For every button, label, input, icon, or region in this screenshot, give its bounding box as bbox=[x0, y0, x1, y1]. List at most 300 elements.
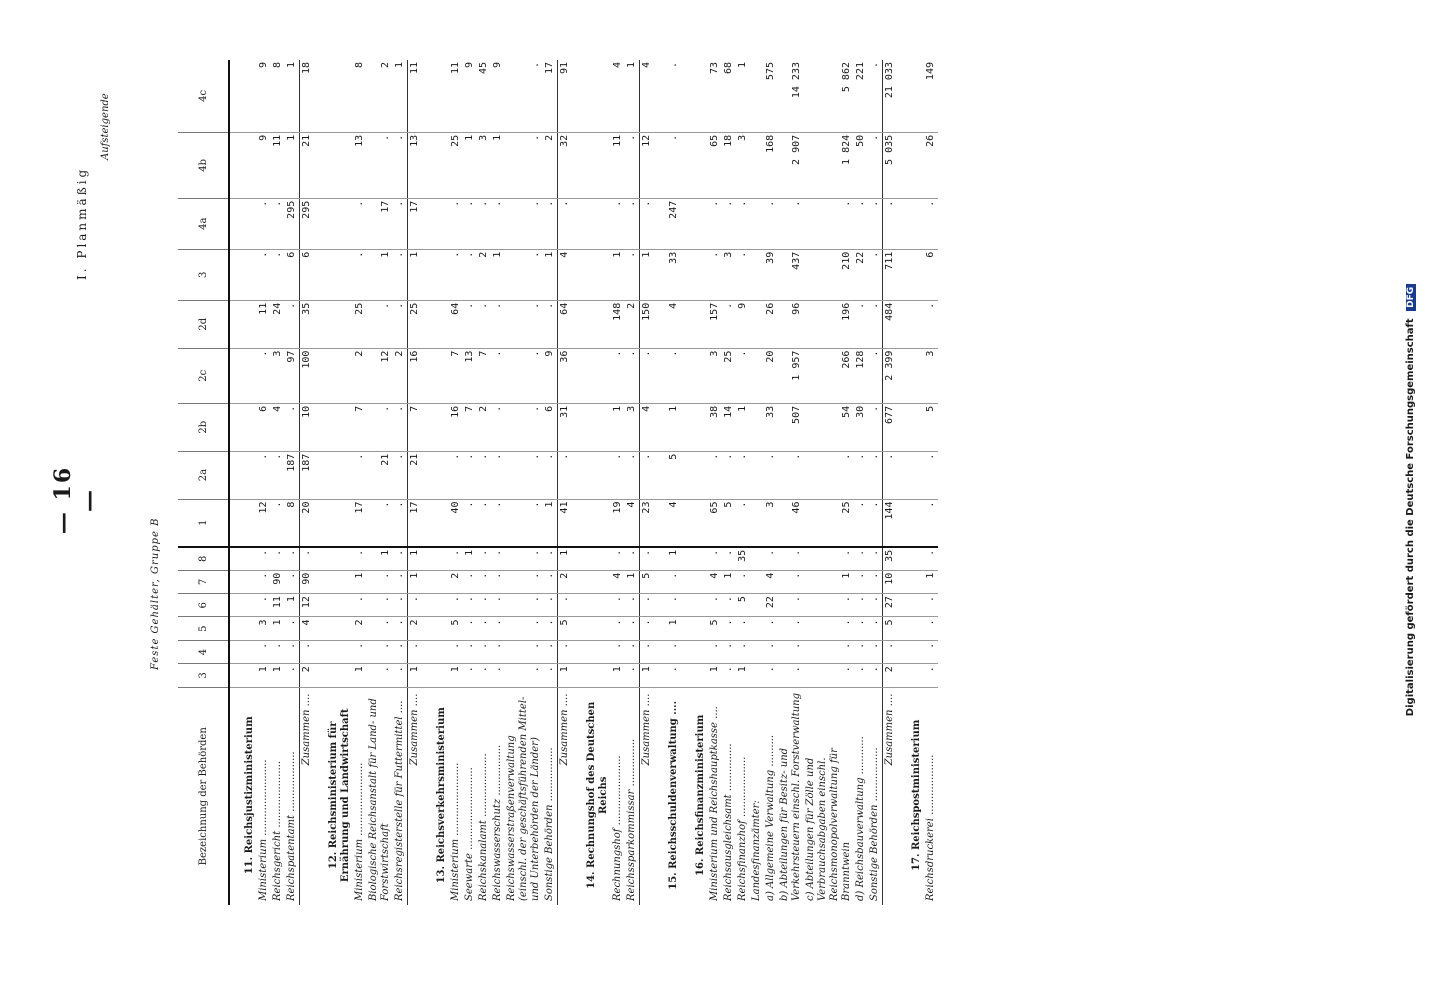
cell-value bbox=[681, 60, 708, 132]
cell-value: . bbox=[491, 547, 505, 570]
cell-value: 23 bbox=[640, 499, 655, 547]
cell-value: 247 bbox=[654, 198, 681, 249]
cell-value: 2 bbox=[477, 249, 491, 300]
cell-value bbox=[572, 547, 611, 570]
cell-value: . bbox=[764, 198, 778, 249]
cell-value bbox=[422, 570, 449, 593]
cell-value: . bbox=[367, 594, 393, 617]
digitization-credit bbox=[1405, 0, 1416, 1000]
cell-value: . bbox=[367, 664, 393, 687]
cell-value bbox=[897, 547, 924, 570]
cell-value: 8 bbox=[271, 60, 285, 132]
cell-value: . bbox=[353, 451, 367, 499]
cell-value: . bbox=[764, 640, 778, 663]
cell-value: . bbox=[924, 594, 938, 617]
cell-value: . bbox=[868, 348, 883, 403]
cell-value: . bbox=[804, 451, 854, 499]
section-header-row bbox=[229, 60, 257, 905]
cell-value bbox=[750, 348, 764, 403]
cell-value: 13 bbox=[353, 132, 367, 198]
cell-value bbox=[681, 300, 708, 348]
cell-value: . bbox=[393, 300, 408, 348]
cell-value bbox=[681, 348, 708, 403]
cell-value: . bbox=[625, 547, 640, 570]
row-label: b) Abteilungen für Besitz- und Verkehrsteuern einschl. Forstverwaltung bbox=[779, 692, 802, 901]
cell-value bbox=[572, 249, 611, 300]
table-row bbox=[505, 60, 543, 905]
cell-value bbox=[681, 640, 708, 663]
cell-value bbox=[681, 132, 708, 198]
cell-value: . bbox=[854, 664, 868, 687]
row-label: 11. Reichsjustizministerium bbox=[244, 716, 255, 875]
cell-value: 1 bbox=[611, 249, 625, 300]
page-number: — 16 — bbox=[50, 465, 102, 535]
total-row bbox=[558, 60, 573, 905]
cell-value: . bbox=[393, 132, 408, 198]
cell-value: 3 bbox=[764, 499, 778, 547]
cell-value: . bbox=[854, 499, 868, 547]
table-row bbox=[477, 60, 491, 905]
cell-value: 1 bbox=[463, 132, 477, 198]
cell-value: 677 bbox=[883, 403, 898, 451]
cell-value: . bbox=[477, 617, 491, 640]
cell-value: . bbox=[300, 547, 315, 570]
cell-value: . bbox=[654, 570, 681, 593]
cell-value bbox=[229, 640, 257, 663]
cell-value: . bbox=[778, 640, 804, 663]
cell-value: 35 bbox=[883, 547, 898, 570]
cell-value: . bbox=[393, 547, 408, 570]
table-row bbox=[449, 60, 463, 905]
row-label: Ministerium ........................ bbox=[258, 759, 269, 901]
cell-value: . bbox=[543, 617, 558, 640]
section-subtitle: Aufsteigende bbox=[100, 93, 111, 160]
cell-value: 9 bbox=[491, 60, 505, 132]
cell-value: 1 bbox=[491, 132, 505, 198]
cell-value bbox=[750, 60, 764, 132]
cell-value: 19 bbox=[611, 499, 625, 547]
table-row bbox=[491, 60, 505, 905]
cell-value: 26 bbox=[924, 132, 938, 198]
row-label: Sonstige Behörden ................. bbox=[869, 747, 880, 901]
cell-value: . bbox=[463, 594, 477, 617]
row-label: 14. Rechnungshof des Deutschen Reichs bbox=[586, 701, 609, 889]
cell-value: 1 bbox=[654, 547, 681, 570]
cell-value: . bbox=[491, 499, 505, 547]
cell-value: . bbox=[778, 594, 804, 617]
cell-value: 90 bbox=[300, 570, 315, 593]
cell-value: . bbox=[868, 403, 883, 451]
cell-value: . bbox=[924, 617, 938, 640]
cell-value: . bbox=[611, 348, 625, 403]
total-row bbox=[640, 60, 655, 905]
cell-value: . bbox=[449, 249, 463, 300]
cell-value bbox=[422, 132, 449, 198]
cell-value: 25 bbox=[449, 132, 463, 198]
cell-value: . bbox=[449, 547, 463, 570]
cell-value: 90 bbox=[271, 570, 285, 593]
cell-value: . bbox=[708, 198, 722, 249]
cell-value: 5 bbox=[558, 617, 573, 640]
column-header: 1 bbox=[178, 499, 229, 547]
cell-value: . bbox=[924, 300, 938, 348]
cell-value: . bbox=[393, 594, 408, 617]
cell-value: 25 bbox=[722, 348, 736, 403]
cell-value: . bbox=[625, 594, 640, 617]
cell-value: 20 bbox=[764, 348, 778, 403]
cell-value: . bbox=[868, 132, 883, 198]
cell-value: . bbox=[722, 547, 736, 570]
cell-value: . bbox=[449, 451, 463, 499]
cell-value: 5 bbox=[640, 570, 655, 593]
cell-value: 64 bbox=[449, 300, 463, 348]
cell-value: 13 bbox=[463, 348, 477, 403]
cell-value: . bbox=[463, 198, 477, 249]
cell-value: . bbox=[764, 451, 778, 499]
cell-value: 17 bbox=[367, 198, 393, 249]
cell-value: . bbox=[463, 664, 477, 687]
cell-value bbox=[572, 640, 611, 663]
cell-value: . bbox=[854, 570, 868, 593]
table-row bbox=[924, 60, 938, 905]
cell-value bbox=[229, 451, 257, 499]
cell-value bbox=[422, 451, 449, 499]
row-label: Reichssparkommissar ............... bbox=[626, 738, 637, 901]
cell-value: . bbox=[353, 594, 367, 617]
cell-value: 1 bbox=[408, 570, 423, 593]
cell-value: 9 bbox=[736, 300, 750, 348]
cell-value: 39 bbox=[764, 249, 778, 300]
cell-value bbox=[229, 617, 257, 640]
cell-value: . bbox=[505, 249, 543, 300]
cell-value: 1 bbox=[285, 132, 300, 198]
cell-value bbox=[229, 594, 257, 617]
cell-value: . bbox=[778, 451, 804, 499]
cell-value: 18 bbox=[722, 132, 736, 198]
cell-value: . bbox=[722, 617, 736, 640]
cell-value: . bbox=[868, 451, 883, 499]
cell-value bbox=[897, 403, 924, 451]
table-row bbox=[750, 60, 764, 905]
cell-value: 150 bbox=[640, 300, 655, 348]
cell-value bbox=[314, 198, 353, 249]
cell-value bbox=[750, 664, 764, 687]
cell-value bbox=[750, 300, 764, 348]
cell-value: . bbox=[491, 451, 505, 499]
cell-value: . bbox=[625, 664, 640, 687]
row-label: a) Allgemeine Verwaltung .......... bbox=[765, 734, 776, 901]
cell-value: 1 bbox=[271, 617, 285, 640]
cell-value: 4 bbox=[764, 570, 778, 593]
cell-value: 25 bbox=[408, 300, 423, 348]
cell-value bbox=[314, 640, 353, 663]
cell-value: . bbox=[543, 640, 558, 663]
table-row bbox=[463, 60, 477, 905]
row-label: Zusammen .... bbox=[408, 687, 423, 905]
cell-value: 2 bbox=[408, 617, 423, 640]
cell-value: . bbox=[736, 198, 750, 249]
cell-value: . bbox=[736, 499, 750, 547]
cell-value: 1 bbox=[367, 547, 393, 570]
cell-value bbox=[750, 499, 764, 547]
row-label: Rechnungshof ...................... bbox=[612, 755, 623, 901]
cell-value: . bbox=[543, 664, 558, 687]
cell-value bbox=[572, 60, 611, 132]
cell-value: . bbox=[640, 617, 655, 640]
cell-value: 21 033 bbox=[883, 60, 898, 132]
table-row bbox=[708, 60, 722, 905]
cell-value: . bbox=[285, 300, 300, 348]
total-row bbox=[300, 60, 315, 905]
cell-value: . bbox=[543, 594, 558, 617]
row-label: Reichswasserschutz ................ bbox=[492, 744, 503, 901]
cell-value: 507 bbox=[778, 403, 804, 451]
cell-value: . bbox=[393, 640, 408, 663]
cell-value: . bbox=[367, 132, 393, 198]
cell-value: 157 bbox=[708, 300, 722, 348]
cell-value: . bbox=[463, 451, 477, 499]
cell-value: 17 bbox=[408, 198, 423, 249]
cell-value bbox=[422, 198, 449, 249]
cell-value: . bbox=[611, 640, 625, 663]
cell-value: . bbox=[285, 547, 300, 570]
cell-value: . bbox=[804, 547, 854, 570]
cell-value: 266 bbox=[804, 348, 854, 403]
cell-value: . bbox=[804, 664, 854, 687]
cell-value: 9 bbox=[463, 60, 477, 132]
cell-value: 54 bbox=[804, 403, 854, 451]
section-header-row bbox=[572, 60, 611, 905]
cell-value: 6 bbox=[300, 249, 315, 300]
cell-value: 5 bbox=[924, 403, 938, 451]
row-label: Ministerium ....................... bbox=[354, 762, 365, 901]
cell-value: 1 bbox=[736, 403, 750, 451]
cell-value: 1 bbox=[924, 570, 938, 593]
cell-value: . bbox=[736, 570, 750, 593]
cell-value: 73 bbox=[708, 60, 722, 132]
cell-value: . bbox=[505, 403, 543, 451]
cell-value: 14 bbox=[722, 403, 736, 451]
row-label: Reichsausgleichsamt ............... bbox=[723, 743, 734, 901]
column-header: 3 bbox=[178, 249, 229, 300]
cell-value: 21 bbox=[300, 132, 315, 198]
cell-value: 11 bbox=[271, 132, 285, 198]
cell-value: 5 bbox=[449, 617, 463, 640]
cell-value: . bbox=[505, 132, 543, 198]
cell-value: . bbox=[640, 594, 655, 617]
cell-value: . bbox=[883, 640, 898, 663]
cell-value: . bbox=[285, 640, 300, 663]
cell-value: 2 399 bbox=[883, 348, 898, 403]
table-row bbox=[611, 60, 625, 905]
cell-value: . bbox=[868, 570, 883, 593]
cell-value: . bbox=[883, 451, 898, 499]
cell-value: . bbox=[625, 617, 640, 640]
cell-value: . bbox=[505, 570, 543, 593]
cell-value: 3 bbox=[722, 249, 736, 300]
cell-value: 21 bbox=[408, 451, 423, 499]
cell-value: 1 bbox=[491, 249, 505, 300]
cell-value bbox=[422, 249, 449, 300]
cell-value: 3 bbox=[625, 403, 640, 451]
row-label: 17. Reichspostministerium bbox=[911, 719, 922, 871]
table-row bbox=[868, 60, 883, 905]
cell-value: . bbox=[505, 664, 543, 687]
cell-value: 1 bbox=[654, 617, 681, 640]
cell-value: 1 bbox=[736, 664, 750, 687]
cell-value: . bbox=[491, 300, 505, 348]
cell-value: 22 bbox=[764, 594, 778, 617]
cell-value: 45 bbox=[477, 60, 491, 132]
cell-value: . bbox=[654, 60, 681, 132]
cell-value: . bbox=[257, 547, 271, 570]
cell-value bbox=[897, 348, 924, 403]
credit-text: Digitalisierung gefördert durch die Deutsche Forschungsgemeinschaft bbox=[1405, 318, 1416, 717]
cell-value bbox=[897, 594, 924, 617]
cell-value: . bbox=[463, 249, 477, 300]
cell-value: . bbox=[257, 451, 271, 499]
cell-value bbox=[750, 617, 764, 640]
cell-value: . bbox=[463, 640, 477, 663]
cell-value: 4 bbox=[640, 403, 655, 451]
cell-value: 5 862 bbox=[804, 60, 854, 132]
cell-value bbox=[422, 348, 449, 403]
cell-value bbox=[897, 617, 924, 640]
cell-value: . bbox=[611, 594, 625, 617]
cell-value bbox=[681, 499, 708, 547]
cell-value: . bbox=[477, 664, 491, 687]
column-header: 2a bbox=[178, 451, 229, 499]
cell-value bbox=[572, 132, 611, 198]
cell-value bbox=[422, 60, 449, 132]
row-label: 12. Reichsministerium für Ernährung und Landwirtschaft bbox=[328, 708, 351, 883]
cell-value: . bbox=[393, 664, 408, 687]
cell-value: 7 bbox=[449, 348, 463, 403]
cell-value: . bbox=[477, 640, 491, 663]
cell-value: . bbox=[722, 451, 736, 499]
cell-value: . bbox=[477, 570, 491, 593]
cell-value: 16 bbox=[449, 403, 463, 451]
cell-value: 11 bbox=[271, 594, 285, 617]
cell-value: 12 bbox=[300, 594, 315, 617]
cell-value: . bbox=[654, 132, 681, 198]
cell-value: . bbox=[353, 640, 367, 663]
row-label: Reichskanalamt .................... bbox=[478, 753, 489, 901]
cell-value: 1 bbox=[285, 594, 300, 617]
row-label: Reichsfinanzhof ................... bbox=[737, 756, 748, 901]
cell-value: . bbox=[257, 198, 271, 249]
cell-value: 4 bbox=[611, 570, 625, 593]
cell-value: 2 bbox=[353, 617, 367, 640]
cell-value: 1 bbox=[708, 664, 722, 687]
cell-value: 1 bbox=[285, 60, 300, 132]
cell-value bbox=[897, 570, 924, 593]
cell-value bbox=[229, 664, 257, 687]
cell-value: . bbox=[257, 249, 271, 300]
cell-value: 2 bbox=[477, 403, 491, 451]
cell-value bbox=[897, 300, 924, 348]
cell-value: . bbox=[764, 617, 778, 640]
cell-value bbox=[750, 403, 764, 451]
cell-value: 1 957 bbox=[778, 348, 804, 403]
cell-value: . bbox=[393, 451, 408, 499]
cell-value: 3 bbox=[271, 348, 285, 403]
cell-value: 65 bbox=[708, 499, 722, 547]
cell-value: . bbox=[611, 547, 625, 570]
cell-value: . bbox=[257, 348, 271, 403]
cell-value: . bbox=[640, 348, 655, 403]
salary-table bbox=[178, 60, 938, 905]
cell-value: 2 bbox=[300, 664, 315, 687]
cell-value bbox=[229, 300, 257, 348]
section-header-row bbox=[422, 60, 449, 905]
cell-value: . bbox=[543, 451, 558, 499]
cell-value bbox=[681, 617, 708, 640]
cell-value bbox=[750, 640, 764, 663]
cell-value: 144 bbox=[883, 499, 898, 547]
cell-value: . bbox=[491, 617, 505, 640]
cell-value: . bbox=[883, 198, 898, 249]
cell-value: 14 233 bbox=[778, 60, 804, 132]
cell-value: 1 bbox=[367, 249, 393, 300]
cell-value bbox=[750, 249, 764, 300]
cell-value: . bbox=[924, 451, 938, 499]
cell-value bbox=[681, 594, 708, 617]
cell-value bbox=[229, 570, 257, 593]
cell-value: . bbox=[778, 617, 804, 640]
cell-value bbox=[314, 617, 353, 640]
cell-value: 12 bbox=[257, 499, 271, 547]
total-row bbox=[883, 60, 898, 905]
cell-value: . bbox=[463, 300, 477, 348]
cell-value: 1 bbox=[558, 664, 573, 687]
cell-value: 8 bbox=[285, 499, 300, 547]
cell-value: 5 035 bbox=[883, 132, 898, 198]
cell-value bbox=[572, 664, 611, 687]
row-label: 15. Reichsschuldenverwaltung .... bbox=[668, 700, 679, 890]
table-body bbox=[229, 60, 938, 905]
cell-value: 4 bbox=[640, 60, 655, 132]
cell-value: . bbox=[854, 617, 868, 640]
cell-value bbox=[229, 547, 257, 570]
cell-value: 148 bbox=[611, 300, 625, 348]
cell-value: 7 bbox=[408, 403, 423, 451]
cell-value: . bbox=[393, 570, 408, 593]
cell-value: . bbox=[924, 640, 938, 663]
section-title: I. Planmäßig bbox=[75, 166, 89, 280]
cell-value: 25 bbox=[804, 499, 854, 547]
cell-value: 1 bbox=[654, 403, 681, 451]
column-header: 7 bbox=[178, 570, 229, 593]
cell-value: 96 bbox=[778, 300, 804, 348]
cell-value: . bbox=[505, 451, 543, 499]
cell-value: 210 bbox=[804, 249, 854, 300]
cell-value: . bbox=[868, 664, 883, 687]
cell-value: . bbox=[505, 60, 543, 132]
cell-value: 149 bbox=[924, 60, 938, 132]
cell-value: 295 bbox=[285, 198, 300, 249]
cell-value: 11 bbox=[408, 60, 423, 132]
total-row bbox=[408, 60, 423, 905]
table-row bbox=[736, 60, 750, 905]
cell-value: 36 bbox=[558, 348, 573, 403]
table-row bbox=[722, 60, 736, 905]
cell-value: . bbox=[625, 132, 640, 198]
cell-value: 30 bbox=[854, 403, 868, 451]
cell-value: 6 bbox=[924, 249, 938, 300]
cell-value: . bbox=[271, 249, 285, 300]
cell-value: . bbox=[367, 499, 393, 547]
